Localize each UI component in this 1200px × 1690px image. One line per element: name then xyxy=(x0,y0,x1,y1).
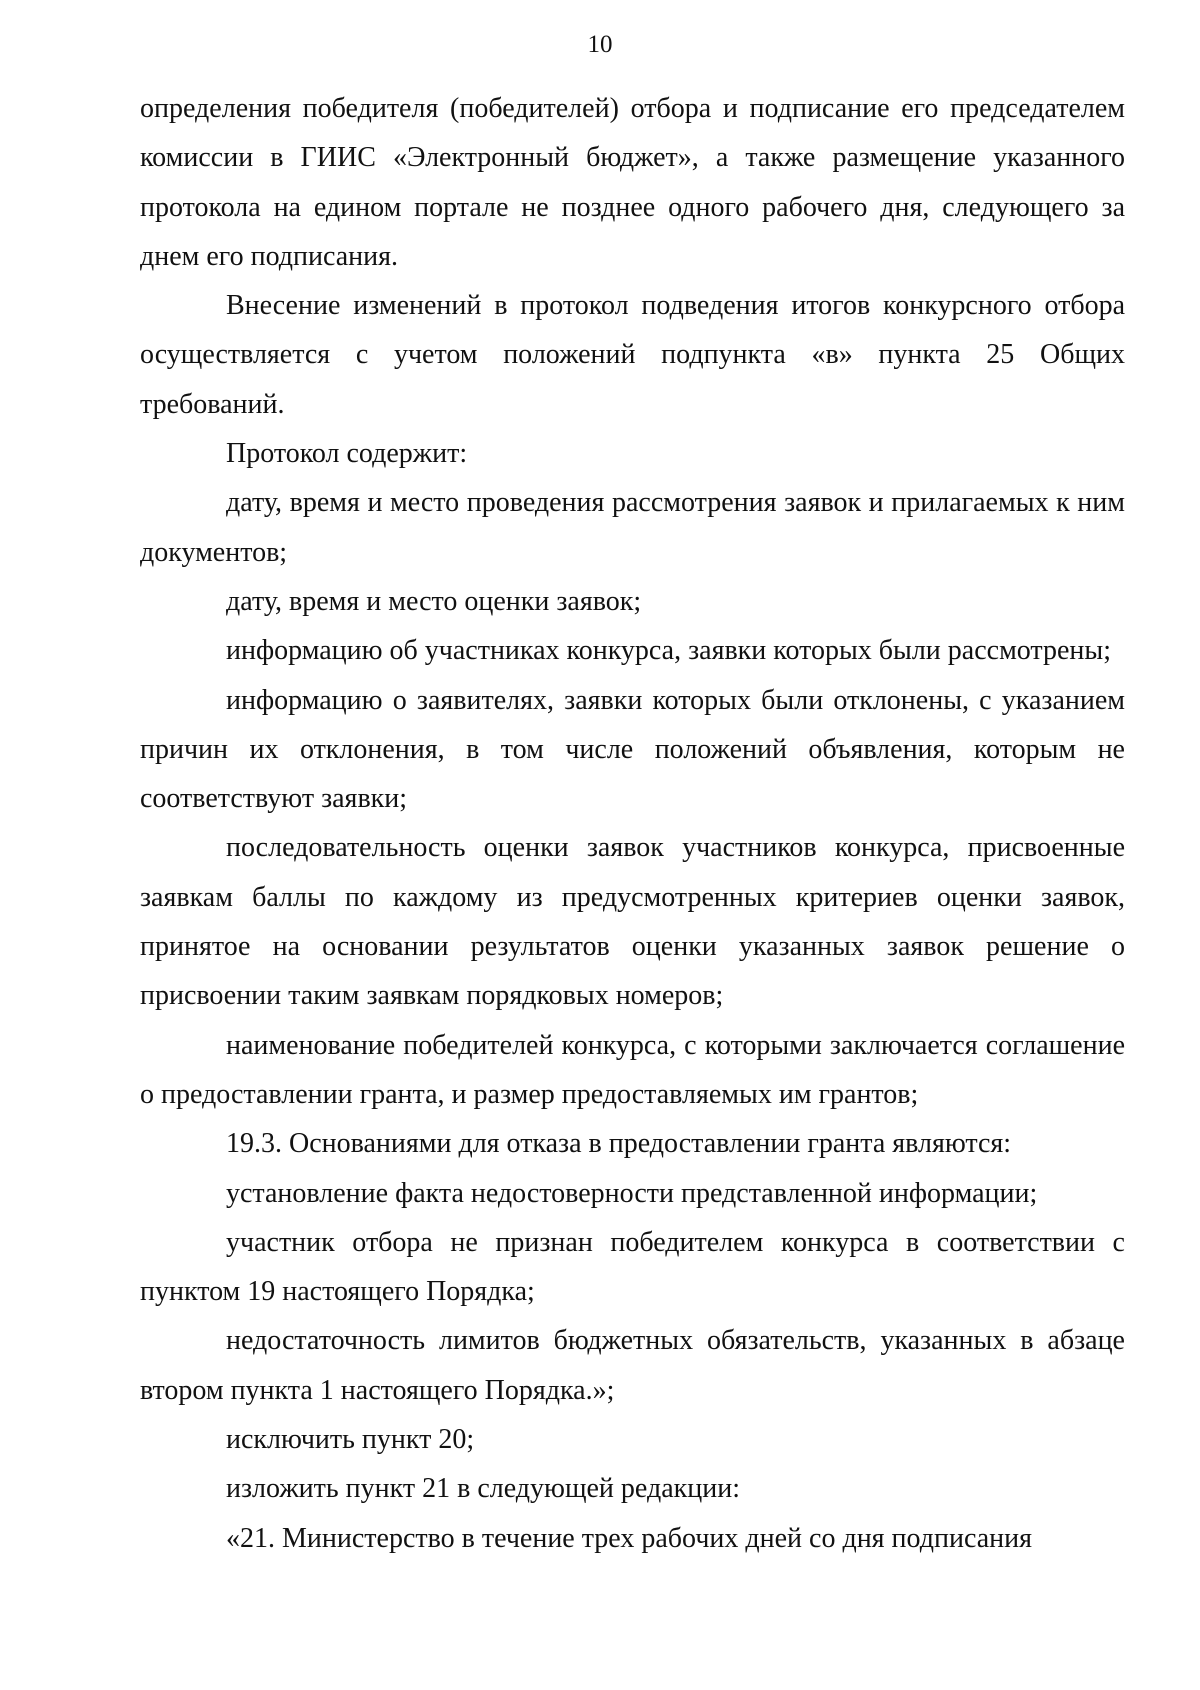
paragraph-protocol-changes: Внесение изменений в протокол подведения итогов конкурсного отбора осуществляется с учетом положений подпункта «в» пункта 25 Общих требований. xyxy=(140,290,1125,420)
list-item-not-winner: участник отбора не признан победителем конкурса в соответствии с пунктом 19 настоящего Порядка; xyxy=(140,1226,1125,1308)
list-item-insufficient-limits: недостаточность лимитов бюджетных обязательств, указанных в абзаце втором пункта 1 настоящего Порядка.»; xyxy=(140,1325,1125,1406)
amendment-exclude-20: исключить пункт 20; xyxy=(226,1424,475,1456)
page-number: 10 xyxy=(587,31,613,58)
document-body xyxy=(140,84,1125,1563)
list-item-participants-info: информацию об участниках конкурса, заявки которых были рассмотрены; xyxy=(226,635,1111,667)
list-item-evaluation-sequence: последовательность оценки заявок участников конкурса, присвоенные заявкам баллы по каждому из предусмотренных критериев оценки заявок, принятое на основании результатов оценки указанных заявок решение о присвоении таким заявкам порядковых номеров; xyxy=(140,832,1125,1012)
list-item-evaluation-date: дату, время и место оценки заявок; xyxy=(226,585,642,617)
list-item-false-info: установление факта недостоверности представленной информации; xyxy=(226,1177,1038,1209)
paragraph-continuation: определения победителя (победителей) отбора и подписание его председателем комиссии в ГИИС «Электронный бюджет», а также размещение указанного протокола на едином портале не позднее одного рабочего дня, следующего за днем его подписания. xyxy=(140,93,1125,272)
clause-19-3: 19.3. Основаниями для отказа в предоставлении гранта являются: xyxy=(226,1128,1012,1160)
list-item-winners: наименование победителей конкурса, с которыми заключается соглашение о предоставлении гранта, и размер предоставляемых им грантов; xyxy=(140,1029,1125,1110)
list-item-review-date: дату, время и место проведения рассмотрения заявок и прилагаемых к ним документов; xyxy=(140,487,1125,568)
list-item-rejected-applicants: информацию о заявителях, заявки которых были отклонены, с указанием причин их отклонения, в том числе положений объявления, которым не соответствуют заявки; xyxy=(140,684,1125,815)
clause-21-start: «21. Министерство в течение трех рабочих дней со дня подписания xyxy=(226,1522,1032,1554)
paragraph-protocol-contains: Протокол содержит: xyxy=(226,438,468,470)
amendment-restate-21: изложить пункт 21 в следующей редакции: xyxy=(226,1473,740,1505)
